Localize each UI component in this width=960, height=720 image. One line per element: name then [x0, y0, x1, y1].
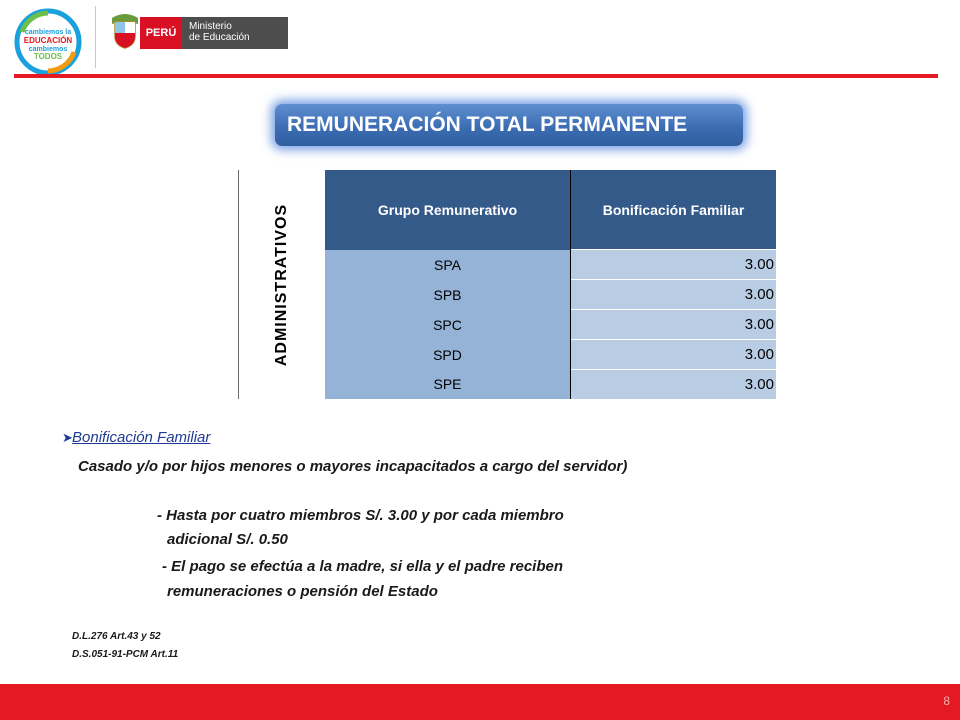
- slide-title-text: REMUNERACIÓN TOTAL PERMANENTE: [287, 113, 688, 136]
- value-cell: 3.00: [571, 340, 777, 370]
- column-header-bonus: Bonificación Familiar: [571, 170, 777, 250]
- government-banner: [140, 17, 288, 49]
- value-cell: 3.00: [571, 250, 777, 280]
- group-cell: SPA: [325, 250, 571, 280]
- country-label: PERÚ: [140, 17, 182, 49]
- svg-text:TODOS: TODOS: [33, 52, 63, 61]
- group-cell: SPB: [325, 280, 571, 310]
- footer-bar: [0, 684, 960, 720]
- body-line-1: Casado y/o por hijos menores o mayores incapacitados a cargo del servidor): [78, 458, 628, 475]
- bullet-heading: [62, 429, 210, 446]
- body-line-3: adicional S/. 0.50: [167, 531, 288, 548]
- ministry-line1: Ministerio: [189, 21, 232, 32]
- slide-title: [275, 104, 743, 146]
- side-label: ADMINISTRATIVOS: [273, 203, 290, 366]
- bullet-title: Bonificación Familiar: [72, 429, 211, 446]
- column-header-group: Grupo Remunerativo: [325, 170, 571, 250]
- group-cell: SPE: [325, 370, 571, 400]
- svg-text:cambiemos: cambiemos: [28, 46, 68, 53]
- svg-text:EDUCACIÓN: EDUCACIÓN: [23, 36, 73, 45]
- peru-crest-icon: [108, 12, 142, 50]
- value-cell: 3.00: [571, 310, 777, 340]
- ministry-line2: de Educación: [189, 32, 250, 43]
- ministry-label: [182, 17, 288, 49]
- header-divider: [95, 6, 96, 68]
- svg-text:cambiemos la: cambiemos la: [24, 29, 72, 36]
- body-line-2: - Hasta por cuatro miembros S/. 3.00 y por cada miembro: [157, 507, 564, 524]
- body-line-5: remuneraciones o pensión del Estado: [167, 583, 438, 600]
- side-label-cell: [239, 170, 326, 399]
- body-line-4: - El pago se efectúa a la madre, si ella y el padre reciben: [162, 558, 564, 575]
- reference-2: D.S.051-91-PCM Art.11: [72, 649, 179, 660]
- arrow-bullet-icon: ➤: [62, 430, 73, 445]
- campaign-logo: [14, 8, 82, 76]
- group-cell: SPD: [325, 340, 571, 370]
- group-cell: SPC: [325, 310, 571, 340]
- page-number: 8: [943, 694, 950, 708]
- value-cell: 3.00: [571, 370, 777, 400]
- value-cell: 3.00: [571, 280, 777, 310]
- header-rule: [14, 74, 938, 78]
- remuneration-table: [238, 170, 776, 399]
- reference-1: D.L.276 Art.43 y 52: [72, 631, 161, 642]
